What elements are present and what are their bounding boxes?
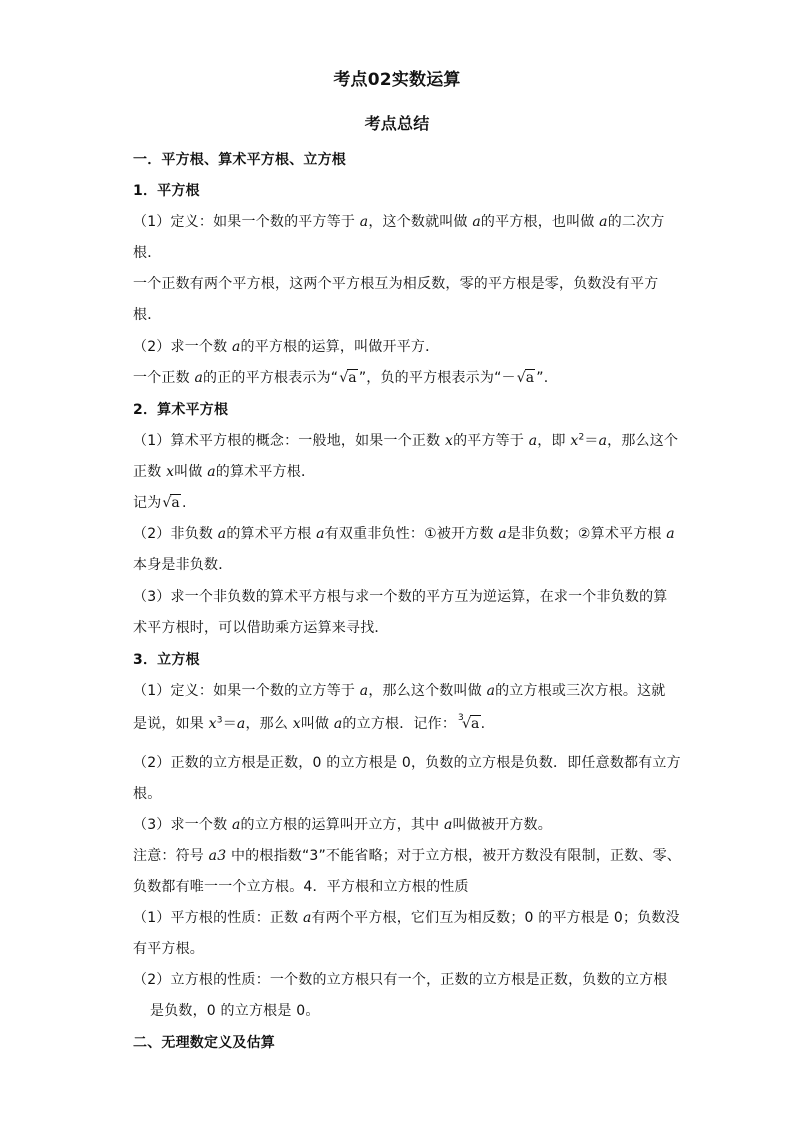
paragraph: 一个正数有两个平方根，这两个平方根互为相反数，零的平方根是零，负数没有平方 [133,276,659,292]
paragraph: （2）非负数 a的算术平方根 a有双重非负性：①被开方数 a是非负数；②算术平方根 a [133,526,675,542]
paragraph: 记为 √ a . [133,495,187,511]
cube-root-expression: 3 √ a [458,713,480,732]
square-root-expression: √ a [162,495,180,511]
paragraph: （3）求一个数 a的立方根的运算叫开立方，其中 a叫做被开方数。 [133,817,552,833]
paragraph: （2）求一个数 a的平方根的运算，叫做开平方． [133,339,440,355]
paragraph: （2）正数的立方根是正数，0 的立方根是 0，负数的立方根是负数．即任意数都有立方 [133,755,681,771]
paragraph: 根． [133,245,162,261]
paragraph: 根。 [133,786,162,802]
paragraph: （3）求一个非负数的算术平方根与求一个数的平方互为逆运算，在求一个非负数的算 [133,589,668,605]
square-root-expression: √ a [516,370,535,386]
paragraph: 是负数，0 的立方根是 0。 [150,1003,320,1019]
subsection-2-heading: 2．算术平方根 [133,402,229,418]
paragraph: 是说，如果 $x^3=a$，那么 x叫做 a的立方根．记作： 3 √ a. [133,713,486,732]
paragraph: 有平方根。 [133,941,204,957]
paragraph: 根． [133,307,162,323]
paragraph: （2）立方根的性质：一个数的立方根只有一个，正数的立方根是正数，负数的立方根 [133,972,668,988]
paragraph: 正数 x叫做 a的算术平方根． [133,464,316,480]
paragraph: 一个正数 a的正的平方根表示为“ √ a ”，负的平方根表示为“－ √ a ”. [133,370,549,386]
paragraph: （1）平方根的性质：正数 a有两个平方根，它们互为相反数；0 的平方根是 0；负数没 [133,910,680,926]
page-title: 考点02实数运算 [333,70,461,90]
section-1-heading: 一．平方根、算术平方根、立方根 [133,152,346,168]
square-root-expression: √ a [339,370,357,386]
paragraph: 术平方根时，可以借助乘方运算来寻找． [133,620,389,636]
paragraph: （1）算术平方根的概念：一般地，如果一个正数 x的平方等于 a，即 $x^2=a$，那么这个 [133,432,679,449]
note-paragraph: 负数都有唯一一个立方根。4．平方根和立方根的性质 [133,879,469,895]
page-subtitle: 考点总结 [364,114,430,133]
note-paragraph: 注意：符号 a3 中的根指数“3”不能省略；对于立方根，被开方数没有限制，正数、零、 [133,848,681,864]
subsection-1-heading: 1．平方根 [133,183,200,199]
paragraph: 本身是非负数． [133,557,233,573]
paragraph: （1）定义：如果一个数的立方等于 a，那么这个数叫做 a的立方根或三次方根。这就 [133,683,666,699]
paragraph: （1）定义：如果一个数的平方等于 a，这个数就叫做 a的平方根，也叫做 a的二次方 [133,214,665,230]
subsection-3-heading: 3．立方根 [133,652,200,668]
section-2-heading: 二、无理数定义及估算 [133,1035,275,1051]
